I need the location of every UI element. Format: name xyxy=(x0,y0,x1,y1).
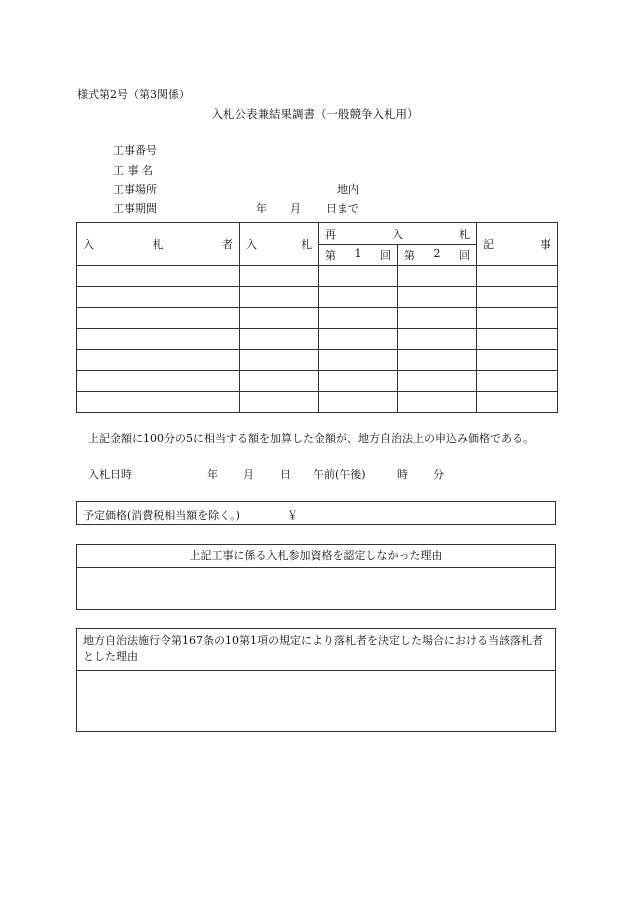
reason-box-qualification-header: 上記工事に係る入札参加資格を認定しなかった理由 xyxy=(77,545,555,568)
table-cell[interactable] xyxy=(319,266,398,287)
table-cell[interactable] xyxy=(398,266,477,287)
table-cell[interactable] xyxy=(240,392,319,413)
table-row xyxy=(77,329,558,350)
bid-datetime-hour: 時 xyxy=(397,468,408,481)
table-row xyxy=(77,266,558,287)
table-cell[interactable] xyxy=(240,350,319,371)
reason-box-winner-header: 地方自治法施行令第167条の10第1項の規定により落札者を決定した場合における当該落札者とした理由 xyxy=(77,629,555,671)
table-cell[interactable] xyxy=(240,266,319,287)
bid-datetime-label: 入札日時 xyxy=(88,468,132,481)
table-cell[interactable] xyxy=(240,287,319,308)
estimated-price-box xyxy=(76,501,556,525)
work-number-label: 工事番号 xyxy=(113,144,157,157)
reason-box-winner xyxy=(76,628,556,732)
table-cell[interactable] xyxy=(319,371,398,392)
table-cell[interactable] xyxy=(77,392,240,413)
work-period-year: 年 xyxy=(256,202,267,215)
table-cell[interactable] xyxy=(77,308,240,329)
bid-datetime-minute: 分 xyxy=(433,468,444,481)
table-row xyxy=(77,392,558,413)
table-cell[interactable] xyxy=(398,392,477,413)
table-cell[interactable] xyxy=(319,308,398,329)
table-cell[interactable] xyxy=(77,371,240,392)
yen-sign: ￥ xyxy=(287,509,298,522)
bid-datetime-year: 年 xyxy=(207,468,218,481)
table-cell[interactable] xyxy=(477,308,558,329)
work-period-day-until: 日まで xyxy=(326,202,359,215)
table-cell[interactable] xyxy=(319,287,398,308)
table-cell[interactable] xyxy=(77,329,240,350)
work-place-label: 工事場所 xyxy=(113,183,157,196)
bid-datetime-month: 月 xyxy=(243,468,254,481)
bid-datetime-ampm: 午前(午後) xyxy=(313,468,366,481)
table-cell[interactable] xyxy=(398,308,477,329)
reason-box-qualification xyxy=(76,544,556,610)
bid-result-table xyxy=(76,222,558,413)
table-cell[interactable] xyxy=(240,371,319,392)
table-cell[interactable] xyxy=(477,329,558,350)
header-rebid: 再 入 札 xyxy=(319,223,477,245)
table-cell[interactable] xyxy=(477,371,558,392)
table-cell[interactable] xyxy=(398,350,477,371)
table-row xyxy=(77,350,558,371)
bid-datetime-day: 日 xyxy=(280,468,291,481)
table-cell[interactable] xyxy=(77,266,240,287)
work-period-month: 月 xyxy=(290,202,301,215)
table-cell[interactable] xyxy=(319,350,398,371)
work-name-label: 工 事 名 xyxy=(113,164,153,177)
table-cell[interactable] xyxy=(477,392,558,413)
table-row xyxy=(77,287,558,308)
table-cell[interactable] xyxy=(477,350,558,371)
table-cell[interactable] xyxy=(477,266,558,287)
table-cell[interactable] xyxy=(477,287,558,308)
table-cell[interactable] xyxy=(319,392,398,413)
table-cell[interactable] xyxy=(77,350,240,371)
table-cell[interactable] xyxy=(398,371,477,392)
header-round-1: 第 1 回 xyxy=(319,245,398,266)
header-bid: 入 札 xyxy=(240,223,319,266)
document-title: 入札公表兼結果調書（一般競争入札用） xyxy=(211,107,419,121)
header-bidder: 入 札 者 xyxy=(77,223,240,266)
note-paragraph: 上記金額に100分の5に相当する額を加算した金額が、地方自治法上の申込み価格である。 xyxy=(88,432,534,445)
table-cell[interactable] xyxy=(398,287,477,308)
table-cell[interactable] xyxy=(319,329,398,350)
table-cell[interactable] xyxy=(240,308,319,329)
form-number: 様式第2号（第3関係） xyxy=(77,88,190,101)
work-place-suffix: 地内 xyxy=(337,183,359,196)
table-row xyxy=(77,371,558,392)
work-period-label: 工事期間 xyxy=(113,202,157,215)
estimated-price-label: 予定価格(消費税相当額を除く。) xyxy=(83,509,240,522)
table-cell[interactable] xyxy=(240,329,319,350)
table-cell[interactable] xyxy=(77,287,240,308)
header-round-2: 第 2 回 xyxy=(398,245,477,266)
header-notes: 記 事 xyxy=(477,223,558,266)
table-cell[interactable] xyxy=(398,329,477,350)
table-row xyxy=(77,308,558,329)
